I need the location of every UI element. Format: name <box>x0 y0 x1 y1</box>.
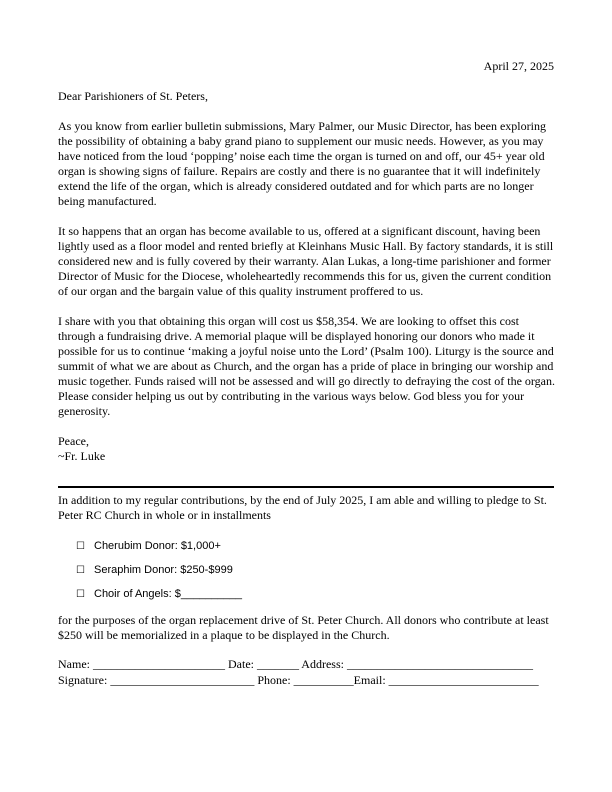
checkbox-icon[interactable]: ☐ <box>76 541 85 552</box>
signature: ~Fr. Luke <box>58 449 106 463</box>
option-choir-of-angels[interactable] <box>76 587 242 602</box>
paragraph-organ-failure: As you know from earlier bulletin submissions, Mary Palmer, our Music Director, has been exploring the possibility of obtaining a baby grand piano to supplement our music needs. However, as you may have noticed from the loud ‘popping’ noise each time the organ is turned on and off, our 45+ year old organ is showing signs of failure. Repairs are costly and there is no guarantee that it will indefinitely extend the life of the organ, which is already considered outdated and for which parts are no longer being manufactured. <box>58 119 546 208</box>
divider-line <box>58 486 554 488</box>
pledge-intro: In addition to my regular contributions, by the end of July 2025, I am able and willing to pledge to St. Peter RC Church in whole or in installments <box>58 493 547 522</box>
letter-date: April 27, 2025 <box>483 59 554 73</box>
salutation: Dear Parishioners of St. Peters, <box>58 89 208 103</box>
option-label: Cherubim Donor: $1,000+ <box>94 540 221 552</box>
option-seraphim[interactable] <box>76 563 233 578</box>
closing: Peace, <box>58 434 89 448</box>
option-label: Seraphim Donor: $250-$999 <box>94 564 233 576</box>
checkbox-icon[interactable]: ☐ <box>76 589 85 600</box>
form-line-name-date-address[interactable]: Name: ______________________ Date: _______ Address: _______________________________ <box>58 657 533 671</box>
pledge-purposes: for the purposes of the organ replacement drive of St. Peter Church. All donors who contribute at least $250 will be memorialized in a plaque to be displayed in the Church. <box>58 613 549 642</box>
checkbox-icon[interactable]: ☐ <box>76 565 85 576</box>
option-cherubim[interactable] <box>76 539 221 554</box>
option-label: Choir of Angels: $__________ <box>94 588 243 600</box>
paragraph-fundraising: I share with you that obtaining this organ will cost us $58,354. We are looking to offset this cost through a fundraising drive. A memorial plaque will be displayed honoring our donors who made it possible for us to continue ‘making a joyful noise unto the Lord’ (Psalm 100). Liturgy is the source and summit of what we are about as Church, and the organ has a pride of place in bringing our worship and music together. Funds raised will not be assessed and will go directly to defraying the cost of the organ. Please consider helping us out by contributing in the various ways below. God bless you for your generosity. <box>58 314 556 418</box>
form-line-signature-phone-email[interactable]: Signature: ________________________ Phone: __________Email: _________________________ <box>58 673 539 687</box>
paragraph-organ-available: It so happens that an organ has become available to us, offered at a significant discount, having been lightly used as a floor model and rented briefly at Kleinhans Music Hall. By factory standards, it is still considered new and is fully covered by their warranty. Alan Lukas, a long-time parishioner and former Director of Music for the Diocese, wholeheartedly recommends this for us, given the current condition of our organ and the bargain value of this quality instrument proffered to us. <box>58 224 554 298</box>
